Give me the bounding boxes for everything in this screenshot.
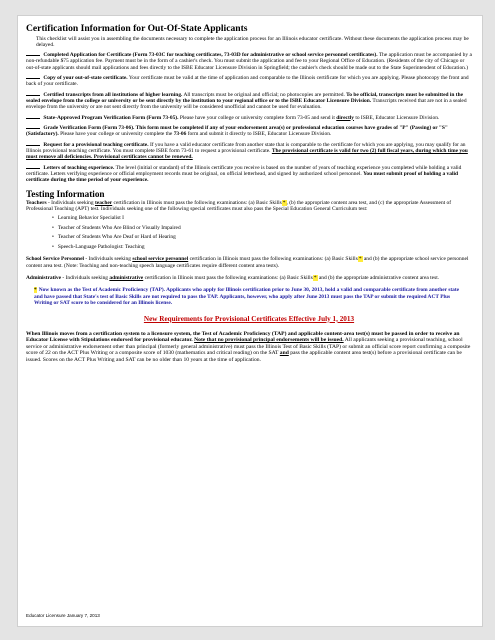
teachers-paragraph: Teachers - Individuals seeking teacher certification in Illinois must pass the following examinations: (a) Basic Skills*, (b) the appropriate content area test, and (c) the appropriate Assessment of Professional Teaching (APT) test. Individuals seeking one of the following special certificates must also pass the Special Education General Curriculum test: <box>26 199 452 213</box>
tap-footnote: * Now known as the Test of Academic Proficiency (TAP). Applicants who apply for Illinois certification prior to June 30, 2013, hold a valid and comparable certificate from another state and have passed that State's test of Basic Skills are not required to pass the TAP. Applicants, however, who apply after June 2013 must pass the TAP or submit the required ACT Plus Writing or SAT score to be considered for an Illinois license. <box>34 287 460 307</box>
checkbox-line[interactable] <box>26 164 40 169</box>
checkbox-line[interactable] <box>26 74 40 79</box>
footnote-marker: * <box>358 256 362 263</box>
intro-text: This checklist will assist you in assembling the documents necessary to complete the application process for an Illinois educator certificate. Without these documents the application process may be delayed. <box>36 36 469 49</box>
checkbox-line[interactable] <box>26 51 40 56</box>
new-requirements-paragraph: When Illinois moves from a certification system to a licensure system, the Test of Academic Proficiency (TAP) and applicable content-area test(s) must be passed in order to receive an Educator License with Stipulations endorsed for provisional educator. Note that no provisional principal endorsements will be issued. All applicants seeking a provisional teaching, school service or administrative endorsement other than principal (formerly general administrative) must pass the Illinois Test of Basic Skills (TAP) or submit an official score report confirming a composite score of 22 on the ACT Plus Writing or a composite score of 1030 (mathematics and critical reading) on the SAT and pass the applicable content area test(s) before a provisional certificate can be issued. Scores on the ACT Plus Writing and SAT can be no older than 10 years at the time of application. <box>26 330 471 363</box>
list-item: • Teacher of Students Who Are Blind or Visually Impaired <box>52 225 472 231</box>
list-item: • Teacher of Students Who Are Deaf or Hard of Hearing <box>52 234 472 240</box>
checkbox-line[interactable] <box>26 124 40 129</box>
checklist-item-transcripts: Certified transcripts from all institutions of higher learning. All transcripts must be original and official; no photocopies are permitted. To be official, transcripts must be submitted in the sealed envelope from the college or university or be sent directly by the institution to your regional office or to the ISBE Educator Licensure Division. Transcripts received that are not in a sealed envelope from the university or are not sent directly from the university will be considered unofficial and cannot be used for evaluation. <box>26 91 467 111</box>
special-certificates-list <box>26 215 472 250</box>
page-content <box>26 23 472 618</box>
footnote-marker: * <box>313 274 317 281</box>
document-page <box>17 15 483 627</box>
administrative-paragraph: Administrative - Individuals seeking administrative certification in Illinois must pass the following examinations: (a) Basic Skills* and (b) the appropriate administrative content area test. <box>26 274 440 281</box>
list-item: • Speech-Language Pathologist: Teaching <box>52 244 472 250</box>
footer-text: Educator Licensure January 7, 2013 <box>26 613 100 618</box>
school-service-paragraph: School Service Personnel - Individuals seeking school service personnel certification in Illinois must pass the following examinations: (a) Basic Skills* and (b) the appropriate school service personnel content area test. (Note: Teaching and non-teaching speech language certificates require different content area tests). <box>26 256 469 269</box>
checklist-item-grade-verification: Grade Verification Form (Form 73-06). This form must be completed if any of your endorsement area(s) or professional education courses have grades of "P" (Passing) or "S" (Satisfactory). Please have your college or university complete the 73-06 form and submit it directly to ISBE, Educator Licensure Division. <box>26 124 448 138</box>
page-title: Certification Information for Out-Of-State Applicants <box>26 23 248 34</box>
checklist-item-certificate-copy: Copy of your out-of-state certificate. Your certificate must be valid at the time of application and comparable to the Illinois certificate for which you are applying. Please photocopy the front and back of your certificate. <box>26 74 469 88</box>
checkbox-line[interactable] <box>26 114 40 119</box>
list-item: • Learning Behavior Specialist I <box>52 215 472 221</box>
checklist-item-program-verification: State-Approved Program Verification Form (Form 73-05). Please have your college or university complete form 73-05 and send it directly to ISBE, Educator Licensure Division. <box>26 114 472 121</box>
testing-heading: Testing Information <box>26 188 105 199</box>
checklist-item-experience-letters: Letters of teaching experience. The level (initial or standard) of the Illinois certificate you receive is based on the number of years of teaching experience you completed while holding a valid certificate. Letters verifying experience or official employment records must be original, on official letterhead, and signed by authorized school personnel. You must submit proof of holding a valid certificate during the time period of your experience. <box>26 164 462 184</box>
footnote-marker: * <box>282 199 286 206</box>
checkbox-line[interactable] <box>26 141 40 146</box>
footnote-marker: * <box>34 287 37 294</box>
checkbox-line[interactable] <box>26 91 40 96</box>
checklist-item-application: Completed Application for Certificate (Form 73-03C for teaching certificates, 73-03D for administrative or school service personnel certificates). The application must be accompanied by a non-refundable $75 application fee. Payment must be in the form of a cashier's check. You must submit the application and fee to your Regional Office of Education. (Residents of the city of Chicago or out-of-state applicants should mail applications and fees directly to the ISBE Educator Licensure Division in Springfield; the cashier's check should be made out to the State Superintendent of Education.) <box>26 51 472 71</box>
new-requirements-heading: New Requirements for Provisional Certificates Effective July 1, 2013 <box>143 314 355 323</box>
checklist-item-provisional-request: Request for a provisional teaching certificate. If you have a valid educator certificate from another state that is comparable to the certificate for which you are applying, you may qualify for an Illinois provisional teaching certificate. You must complete ISBE form 73-61 to request a provisional certificate. The provisional certificate is valid for two (2) full fiscal years, during which time you must remove all deficiencies. Provisional certificates cannot be renewed. <box>26 141 468 161</box>
